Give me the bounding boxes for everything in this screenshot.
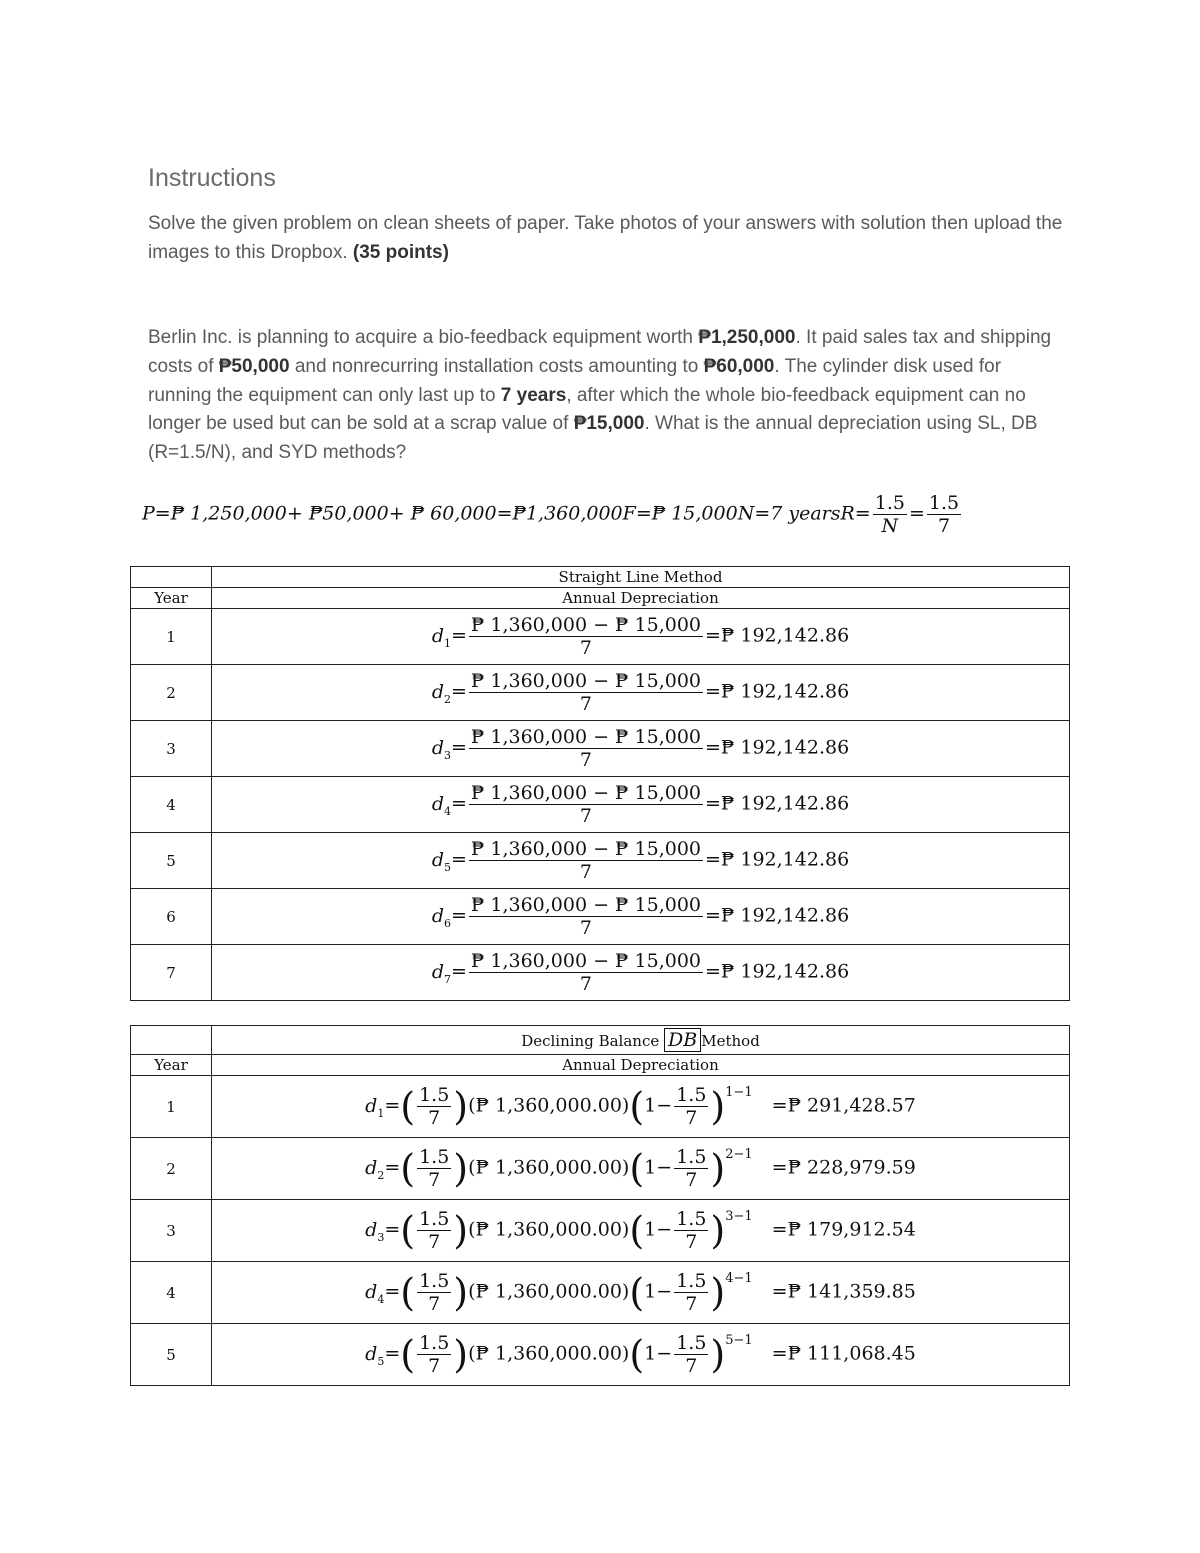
rate-fraction bbox=[417, 1270, 451, 1315]
left-paren: ( bbox=[400, 1332, 416, 1377]
depreciation-symbol: $d_2$ bbox=[431, 680, 451, 706]
sl-fraction bbox=[469, 894, 703, 939]
rate-fraction-numerator: 1.5 bbox=[676, 1270, 707, 1292]
rate-fraction-denominator: 7 bbox=[428, 1231, 441, 1253]
result-value: =₱ 192,142.86 bbox=[705, 680, 850, 703]
rate-fraction bbox=[674, 1208, 708, 1253]
rate-fraction-denominator: 7 bbox=[428, 1293, 441, 1315]
formula-cell bbox=[212, 889, 1070, 945]
right-paren: ) bbox=[710, 1084, 726, 1129]
sl-fraction-denominator: 7 bbox=[579, 973, 592, 995]
paren: ) bbox=[621, 1156, 630, 1179]
instructions-heading: Instructions bbox=[148, 164, 276, 192]
problem-text: . The cylinder disk used for running the equipment can only last up to bbox=[148, 355, 1002, 406]
formula-cell bbox=[212, 945, 1070, 1001]
install-cost: ₱60,000 bbox=[703, 355, 775, 377]
formula-cell bbox=[212, 721, 1070, 777]
depreciation-symbol: $d_1$ bbox=[431, 624, 451, 650]
sl-fraction-numerator: ₱ 1,360,000 − ₱ 15,000 bbox=[470, 950, 701, 972]
spacer bbox=[753, 1219, 772, 1241]
one-minus: 1− bbox=[644, 1094, 673, 1117]
paren: ) bbox=[621, 1342, 630, 1365]
year-cell: 4 bbox=[131, 1262, 212, 1324]
points-label: (35 points) bbox=[352, 241, 449, 263]
year-cell: 6 bbox=[131, 889, 212, 945]
given-r-label: R= bbox=[840, 502, 871, 525]
depreciation-subscript: 4 bbox=[377, 1292, 385, 1306]
depreciation-subscript: 3 bbox=[377, 1230, 385, 1244]
depreciation-subscript: 5 bbox=[377, 1354, 385, 1368]
year-cell: 1 bbox=[131, 1076, 212, 1138]
result-value: =₱ 192,142.86 bbox=[705, 960, 850, 983]
right-paren: ) bbox=[453, 1270, 469, 1315]
exponent: 4−1 bbox=[725, 1271, 753, 1287]
sl-fraction-denominator: 7 bbox=[579, 693, 592, 715]
depreciation-subscript: 4 bbox=[443, 804, 451, 818]
sl-fraction-numerator: ₱ 1,360,000 − ₱ 15,000 bbox=[470, 838, 701, 860]
equals-sign: = bbox=[384, 1218, 401, 1241]
depreciation-symbol: $d_4$ bbox=[365, 1280, 385, 1306]
left-paren: ( bbox=[400, 1084, 416, 1129]
sl-fraction bbox=[469, 726, 703, 771]
rate-fraction-denominator: 7 bbox=[685, 1169, 698, 1191]
formula-cell bbox=[212, 1138, 1070, 1200]
result-value: =₱ 192,142.86 bbox=[705, 904, 850, 927]
rate-fraction bbox=[417, 1084, 451, 1129]
paren: ( bbox=[468, 1156, 476, 1179]
result-value: =₱ 179,912.54 bbox=[771, 1218, 916, 1241]
depreciation-symbol: $d_1$ bbox=[365, 1094, 385, 1120]
table-row bbox=[131, 1200, 1070, 1262]
paren: ) bbox=[621, 1094, 630, 1117]
equals-sign: = bbox=[450, 736, 467, 759]
sl-corner bbox=[131, 567, 212, 588]
right-paren: ) bbox=[710, 1146, 726, 1191]
rate-fraction bbox=[417, 1208, 451, 1253]
year-cell: 2 bbox=[131, 1138, 212, 1200]
rate-fraction-numerator: 1.5 bbox=[419, 1332, 450, 1354]
result-value: =₱ 228,979.59 bbox=[771, 1156, 916, 1179]
given-p: P=₱ 1,250,000+ ₱50,000+ ₱ 60,000=₱1,360,000 bbox=[142, 502, 623, 525]
exponent: 1−1 bbox=[725, 1085, 753, 1101]
sl-fraction-numerator: ₱ 1,360,000 − ₱ 15,000 bbox=[470, 726, 701, 748]
paren: ) bbox=[621, 1218, 630, 1241]
depreciation-symbol: $d_5$ bbox=[365, 1342, 385, 1368]
rate-fraction-numerator: 1.5 bbox=[676, 1084, 707, 1106]
rate-fraction-numerator: 1.5 bbox=[676, 1332, 707, 1354]
year-cell: 5 bbox=[131, 1324, 212, 1386]
given-f: F=₱ 15,000 bbox=[622, 502, 738, 525]
right-paren: ) bbox=[710, 1270, 726, 1315]
exponent: 3−1 bbox=[725, 1209, 753, 1225]
depreciation-symbol: $d_6$ bbox=[431, 904, 451, 930]
spacer bbox=[753, 1343, 772, 1365]
rate-fraction-numerator: 1.5 bbox=[676, 1146, 707, 1168]
sl-fraction-denominator: 7 bbox=[579, 861, 592, 883]
depreciation-symbol: $d_3$ bbox=[431, 736, 451, 762]
left-paren: ( bbox=[400, 1270, 416, 1315]
rate-fraction-numerator: 1.5 bbox=[419, 1146, 450, 1168]
formula-cell bbox=[212, 1262, 1070, 1324]
sl-year-header: Year bbox=[131, 588, 212, 609]
result-value: =₱ 192,142.86 bbox=[705, 848, 850, 871]
table-row bbox=[131, 609, 1070, 665]
depreciation-subscript: 5 bbox=[443, 860, 451, 874]
spacer bbox=[753, 1281, 772, 1303]
year-cell: 5 bbox=[131, 833, 212, 889]
table-row bbox=[131, 665, 1070, 721]
equals-sign: = bbox=[384, 1342, 401, 1365]
one-minus: 1− bbox=[644, 1218, 673, 1241]
formula-cell bbox=[212, 833, 1070, 889]
sl-rows bbox=[131, 609, 1070, 1001]
year-cell: 3 bbox=[131, 1200, 212, 1262]
table-row bbox=[131, 1262, 1070, 1324]
year-cell: 2 bbox=[131, 665, 212, 721]
rate-fraction-denominator: 7 bbox=[685, 1355, 698, 1377]
sl-fraction-numerator: ₱ 1,360,000 − ₱ 15,000 bbox=[470, 894, 701, 916]
equals-sign: = bbox=[384, 1094, 401, 1117]
formula-cell bbox=[212, 777, 1070, 833]
equals-sign: = bbox=[384, 1280, 401, 1303]
principal-value: ₱ 1,360,000.00 bbox=[475, 1156, 622, 1179]
useful-life: 7 years bbox=[500, 384, 567, 406]
db-dep-header: Annual Depreciation bbox=[212, 1055, 1070, 1076]
db-title-text: Method bbox=[701, 1032, 760, 1050]
rate-fraction-denominator: 7 bbox=[428, 1107, 441, 1129]
paren: ( bbox=[468, 1280, 476, 1303]
left-paren: ( bbox=[400, 1208, 416, 1253]
formula-cell bbox=[212, 1324, 1070, 1386]
table-row bbox=[131, 1076, 1070, 1138]
methods-text: SL, DB (R=1.5/N), and SYD methods? bbox=[148, 413, 1038, 464]
sl-fraction-denominator: 7 bbox=[579, 917, 592, 939]
rate-fraction-numerator: 1.5 bbox=[419, 1270, 450, 1292]
depreciation-subscript: 3 bbox=[443, 748, 451, 762]
depreciation-subscript: 2 bbox=[443, 692, 451, 706]
year-cell: 7 bbox=[131, 945, 212, 1001]
problem-text: , after which the whole bio-feedback equipment can no longer be used but can be sold at a scrap value of bbox=[148, 384, 1026, 435]
year-cell: 1 bbox=[131, 609, 212, 665]
equals-sign: = bbox=[450, 848, 467, 871]
equals-sign: = bbox=[384, 1156, 401, 1179]
db-rows bbox=[131, 1076, 1070, 1386]
sl-title: Straight Line Method bbox=[212, 567, 1070, 588]
principal-value: ₱ 1,360,000.00 bbox=[475, 1218, 622, 1241]
table-row bbox=[131, 721, 1070, 777]
depreciation-symbol: $d_3$ bbox=[365, 1218, 385, 1244]
paren: ( bbox=[468, 1342, 476, 1365]
one-minus: 1− bbox=[644, 1342, 673, 1365]
problem-statement bbox=[148, 324, 1063, 468]
spacer bbox=[753, 1157, 772, 1179]
equals-sign: = bbox=[450, 904, 467, 927]
result-value: =₱ 192,142.86 bbox=[705, 792, 850, 815]
rate-fraction-denominator: 7 bbox=[685, 1231, 698, 1253]
table-row bbox=[131, 777, 1070, 833]
rate-fraction-denominator: 7 bbox=[428, 1355, 441, 1377]
table-row bbox=[131, 1138, 1070, 1200]
sl-fraction bbox=[469, 614, 703, 659]
depreciation-subscript: 1 bbox=[377, 1106, 385, 1120]
rate-denominator: N bbox=[881, 515, 899, 537]
rate-fraction-numerator: 1.5 bbox=[419, 1084, 450, 1106]
left-paren: ( bbox=[629, 1084, 645, 1129]
scrap-value: ₱15,000 bbox=[573, 413, 645, 435]
result-value: =₱ 141,359.85 bbox=[771, 1280, 916, 1303]
left-paren: ( bbox=[629, 1332, 645, 1377]
sl-fraction-denominator: 7 bbox=[579, 749, 592, 771]
rate-fraction-numerator: 1.5 bbox=[419, 1208, 450, 1230]
table-row bbox=[131, 833, 1070, 889]
rate-fraction-denominator: 7 bbox=[685, 1107, 698, 1129]
given-values bbox=[142, 492, 963, 537]
rate-fraction bbox=[417, 1332, 451, 1377]
sl-fraction bbox=[469, 782, 703, 827]
rate-fraction bbox=[674, 1332, 708, 1377]
paren: ) bbox=[621, 1280, 630, 1303]
sl-fraction-numerator: ₱ 1,360,000 − ₱ 15,000 bbox=[470, 782, 701, 804]
depreciation-subscript: 1 bbox=[443, 636, 451, 650]
rate-fraction-denominator: 7 bbox=[685, 1293, 698, 1315]
principal-value: ₱ 1,360,000.00 bbox=[475, 1342, 622, 1365]
right-paren: ) bbox=[453, 1208, 469, 1253]
instructions-body: Solve the given problem on clean sheets of paper. Take photos of your answers with solution then upload the images to this Dropbox. bbox=[148, 213, 1063, 263]
problem-text: . It paid sales tax and shipping costs of bbox=[148, 327, 1052, 377]
declining-balance-table bbox=[130, 1025, 1070, 1386]
sl-fraction-numerator: ₱ 1,360,000 − ₱ 15,000 bbox=[470, 614, 701, 636]
rate-fraction bbox=[674, 1270, 708, 1315]
sl-fraction-numerator: ₱ 1,360,000 − ₱ 15,000 bbox=[470, 670, 701, 692]
sl-fraction bbox=[469, 670, 703, 715]
exponent: 5−1 bbox=[725, 1333, 753, 1349]
rate-fraction bbox=[674, 1084, 708, 1129]
equals-sign: = bbox=[450, 624, 467, 647]
straight-line-table bbox=[130, 566, 1070, 1001]
depreciation-symbol: $d_5$ bbox=[431, 848, 451, 874]
left-paren: ( bbox=[629, 1146, 645, 1191]
right-paren: ) bbox=[453, 1146, 469, 1191]
year-cell: 3 bbox=[131, 721, 212, 777]
result-value: =₱ 192,142.86 bbox=[705, 624, 850, 647]
db-year-header: Year bbox=[131, 1055, 212, 1076]
rate-denominator: 7 bbox=[937, 515, 951, 537]
problem-text: . What is the annual depreciation using bbox=[644, 413, 978, 435]
formula-cell bbox=[212, 1076, 1070, 1138]
one-minus: 1− bbox=[644, 1156, 673, 1179]
problem-text: and nonrecurring installation costs amounting to bbox=[289, 355, 704, 377]
paren: ( bbox=[468, 1218, 476, 1241]
right-paren: ) bbox=[453, 1332, 469, 1377]
result-value: =₱ 192,142.86 bbox=[705, 736, 850, 759]
depreciation-subscript: 2 bbox=[377, 1168, 385, 1182]
problem-text: Berlin Inc. is planning to acquire a bio-feedback equipment worth bbox=[148, 327, 699, 348]
db-title-text: Declining Balance bbox=[521, 1032, 660, 1050]
given-n: N=7 years bbox=[737, 502, 841, 525]
depreciation-symbol: $d_2$ bbox=[365, 1156, 385, 1182]
left-paren: ( bbox=[629, 1208, 645, 1253]
equals-sign: = bbox=[908, 502, 925, 525]
table-row bbox=[131, 889, 1070, 945]
sl-dep-header: Annual Depreciation bbox=[212, 588, 1070, 609]
sl-fraction-denominator: 7 bbox=[579, 637, 592, 659]
equipment-cost: ₱1,250,000 bbox=[698, 327, 796, 348]
rate-numerator: 1.5 bbox=[928, 492, 960, 514]
formula-cell bbox=[212, 1200, 1070, 1262]
one-minus: 1− bbox=[644, 1280, 673, 1303]
formula-cell bbox=[212, 609, 1070, 665]
depreciation-subscript: 7 bbox=[443, 972, 451, 986]
rate-fraction bbox=[417, 1146, 451, 1191]
db-corner bbox=[131, 1026, 212, 1055]
left-paren: ( bbox=[400, 1146, 416, 1191]
depreciation-symbol: $d_4$ bbox=[431, 792, 451, 818]
rate-fraction bbox=[674, 1146, 708, 1191]
year-cell: 4 bbox=[131, 777, 212, 833]
rate-fraction-denominator: 7 bbox=[428, 1169, 441, 1191]
formula-cell bbox=[212, 665, 1070, 721]
instructions-text bbox=[148, 210, 1063, 268]
sl-fraction bbox=[469, 838, 703, 883]
exponent: 2−1 bbox=[725, 1147, 753, 1163]
rate-fraction bbox=[873, 492, 907, 537]
paren: ( bbox=[468, 1094, 476, 1117]
right-paren: ) bbox=[710, 1332, 726, 1377]
table-row bbox=[131, 945, 1070, 1001]
result-value: =₱ 111,068.45 bbox=[771, 1342, 916, 1365]
db-title-box: DB bbox=[664, 1028, 701, 1052]
principal-value: ₱ 1,360,000.00 bbox=[475, 1094, 622, 1117]
result-value: =₱ 291,428.57 bbox=[771, 1094, 916, 1117]
tax-cost: ₱50,000 bbox=[218, 355, 290, 377]
sl-fraction bbox=[469, 950, 703, 995]
right-paren: ) bbox=[710, 1208, 726, 1253]
rate-fraction-numeric bbox=[927, 492, 961, 537]
depreciation-subscript: 6 bbox=[443, 916, 451, 930]
rate-fraction-numerator: 1.5 bbox=[676, 1208, 707, 1230]
sl-fraction-denominator: 7 bbox=[579, 805, 592, 827]
right-paren: ) bbox=[453, 1084, 469, 1129]
equals-sign: = bbox=[450, 792, 467, 815]
spacer bbox=[753, 1095, 772, 1117]
equals-sign: = bbox=[450, 680, 467, 703]
rate-numerator: 1.5 bbox=[874, 492, 905, 514]
equals-sign: = bbox=[450, 960, 467, 983]
table-row bbox=[131, 1324, 1070, 1386]
principal-value: ₱ 1,360,000.00 bbox=[475, 1280, 622, 1303]
left-paren: ( bbox=[629, 1270, 645, 1315]
depreciation-symbol: $d_7$ bbox=[431, 960, 451, 986]
db-title bbox=[212, 1026, 1070, 1055]
